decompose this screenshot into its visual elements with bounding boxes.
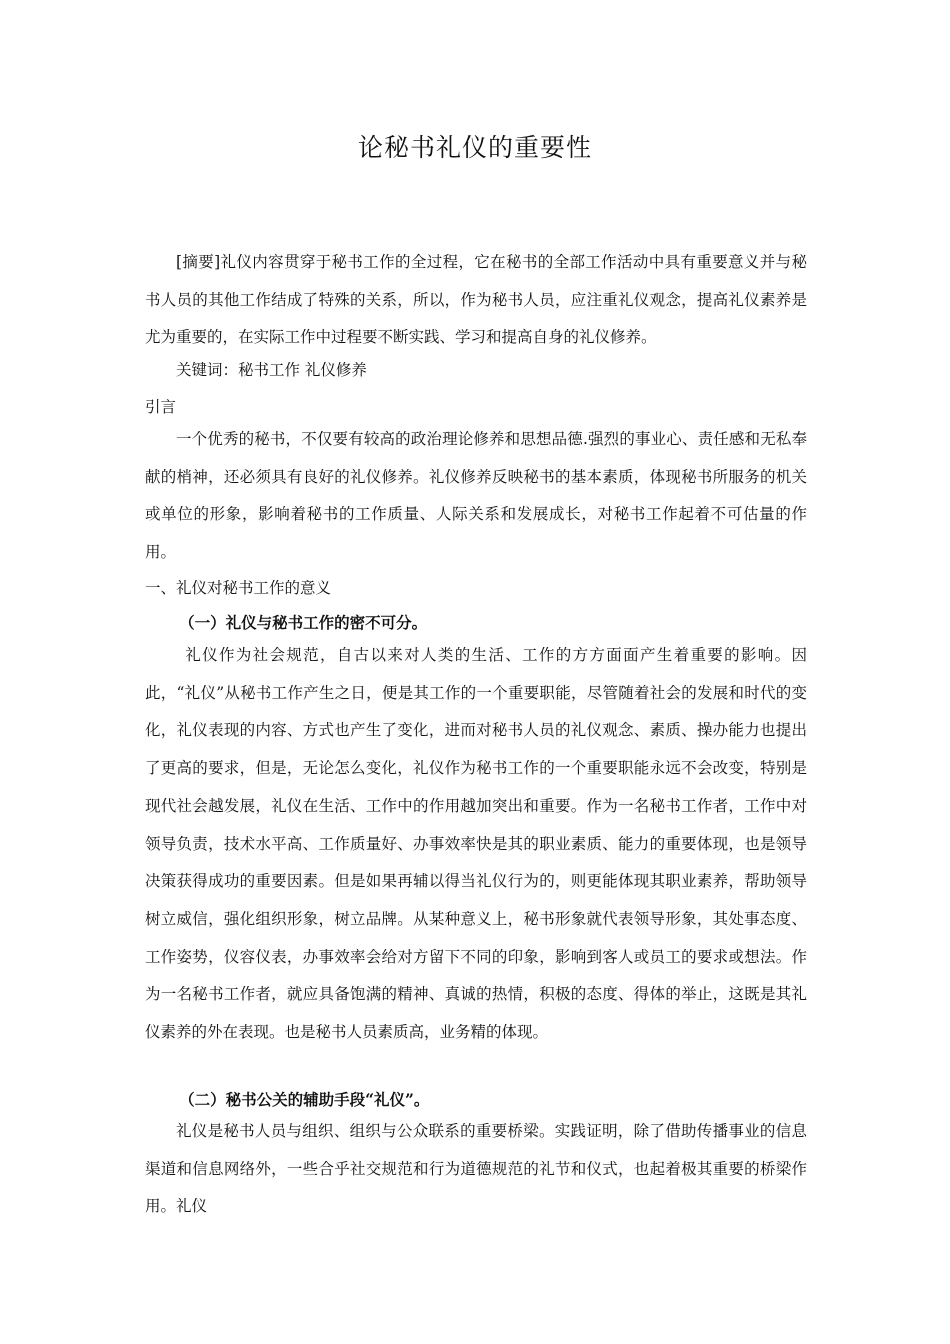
sub2-block bbox=[145, 1113, 807, 1226]
section1-heading-block bbox=[145, 570, 807, 608]
keywords-block bbox=[145, 352, 807, 390]
abstract-paragraph: [摘要]礼仪内容贯穿于秘书工作的全过程，它在秘书的全部工作活动中具有重要意义并与秘书人员的其他工作结成了特殊的关系，所以，作为秘书人员，应注重礼仪观念，提高礼仪素养是尤为重要的，在实际工作中过程要不断实践、学习和提高自身的礼仪修养。 bbox=[145, 253, 807, 347]
sub2-heading: （二）秘书公关的辅助手段“礼仪”。 bbox=[179, 1090, 430, 1109]
abstract-block bbox=[145, 244, 807, 357]
sub1-heading: （一）礼仪与秘书工作的密不可分。 bbox=[179, 613, 428, 632]
sub1-paragraph: 礼仪作为社会规范，自古以来对人类的生活、工作的方方面面产生着重要的影响。因此，“礼仪”从秘书工作产生之日，便是其工作的一个重要职能，尽管随着社会的发展和时代的变化，礼仪表现的内容、方式也产生了变化，进而对秘书人员的礼仪观念、素质、操办能力也提出了更高的要求，但是，无论怎么变化，礼仪作为秘书工作的一个重要职能永远不会改变，特别是现代社会越发展，礼仪在生活、工作中的作用越加突出和重要。作为一名秘书工作者，工作中对领导负责，技术水平高、工作质量好、办事效率快是其的职业素质、能力的重要体现，也是领导决策获得成功的重要因素。但是如果再辅以得当礼仪行为的，则更能体现其职业素养，帮助领导树立威信，强化组织形象，树立品牌。从某种意义上，秘书形象就代表领导形象，其处事态度、工作姿势，仪容仪表，办事效率会给对方留下不同的印象，影响到客人或员工的要求或想法。作为一名秘书工作者，就应具备饱满的精神、真诚的热情，积极的态度、得体的举止，这既是其礼仪素养的外在表现。也是秘书人员素质高，业务精的体现。 bbox=[145, 646, 807, 1042]
section1-heading: 一、礼仪对秘书工作的意义 bbox=[145, 579, 332, 597]
sub2-paragraph: 礼仪是秘书人员与组织、组织与公众联系的重要桥梁。实践证明，除了借助传播事业的信息渠道和信息网络外，一些合乎社交规范和行为道德规范的礼节和仪式，也起着极其重要的桥梁作用。礼仪 bbox=[145, 1122, 807, 1216]
keywords-line: 关键词：秘书工作 礼仪修养 bbox=[176, 361, 367, 379]
document-title: 论秘书礼仪的重要性 bbox=[357, 133, 592, 162]
intro-block bbox=[145, 421, 807, 572]
intro-paragraph: 一个优秀的秘书，不仅要有较高的政治理论修养和思想品德.强烈的事业心、责任感和无私奉献的梢神，还必须具有良好的礼仪修养。礼仪修养反映秘书的基本素质，体现秘书所服务的机关或单位的形象，影响着秘书的工作质量、人际关系和发展成长，对秘书工作起着不可估量的作用。 bbox=[145, 430, 807, 562]
sub1-block bbox=[145, 637, 807, 1052]
intro-heading: 引言 bbox=[145, 398, 177, 416]
